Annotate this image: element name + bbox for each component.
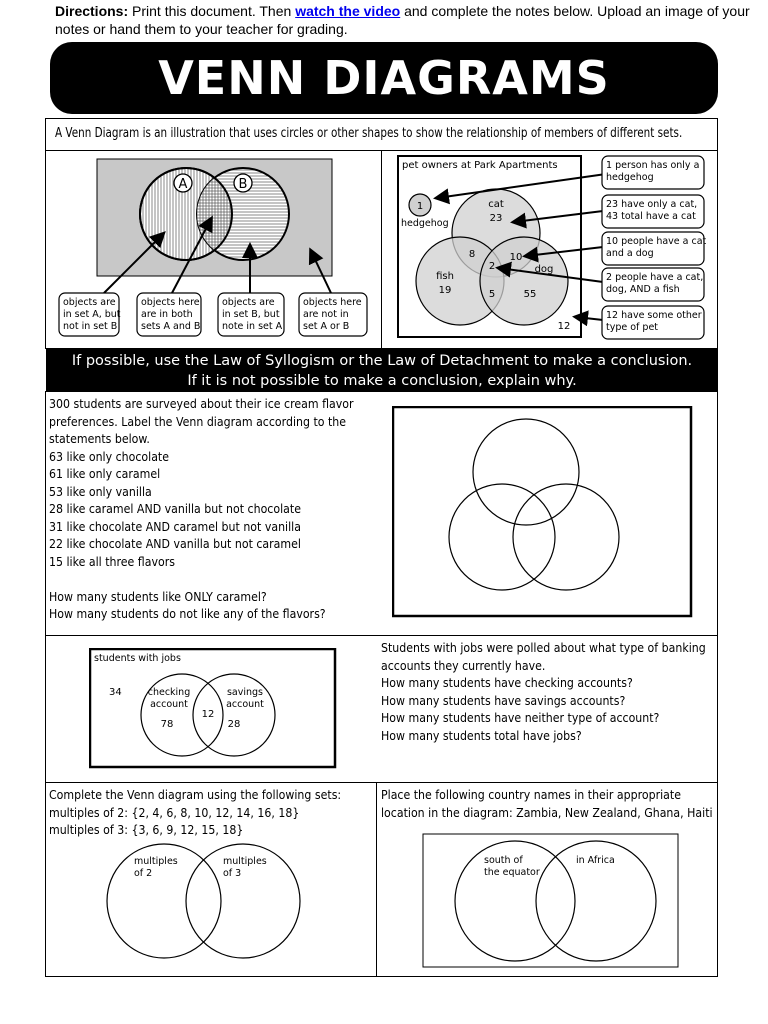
problem3-cell — [45, 782, 377, 977]
problem3-venn — [91, 843, 356, 968]
svg-text:1 person has only a: 1 person has only a — [606, 160, 700, 171]
syllogism-header — [46, 349, 718, 392]
callout-all-three — [602, 268, 704, 301]
problem1-venn — [392, 406, 696, 618]
problem2-line: How many students have neither type of account? — [381, 710, 660, 725]
svg-text:in Africa: in Africa — [576, 855, 615, 866]
svg-text:dog: dog — [534, 264, 554, 275]
svg-text:sets A and B: sets A and B — [141, 321, 201, 332]
svg-text:south of: south of — [484, 855, 523, 866]
callout-other — [602, 306, 704, 339]
svg-text:account: account — [150, 699, 188, 710]
pet-diagram-title: pet owners at Park Apartments — [402, 160, 558, 171]
problem1-cell — [45, 391, 718, 636]
problem4-venn — [422, 833, 680, 969]
directions-label: Directions: — [55, 3, 129, 19]
svg-text:multiples: multiples — [223, 856, 267, 867]
svg-text:12 have some other: 12 have some other — [606, 310, 702, 321]
label-box-both — [137, 293, 201, 336]
callout-hedgehog — [602, 156, 704, 189]
example2-venn — [382, 151, 719, 350]
problem2-line: accounts they currently have. — [381, 657, 546, 673]
label-box-a-only — [59, 293, 121, 336]
svg-text:multiples: multiples — [134, 856, 178, 867]
callout-cat-dog — [602, 232, 707, 265]
problem1-line: 300 students are surveyed about their ice cream flavor — [49, 396, 354, 411]
problem1-line: 53 like only vanilla — [49, 483, 152, 499]
problem2-venn — [89, 648, 337, 770]
svg-text:and a dog: and a dog — [606, 248, 654, 259]
svg-text:23 have only a cat,: 23 have only a cat, — [606, 199, 698, 210]
problem3-line: multiples of 2: {2, 4, 6, 8, 10, 12, 14, 16, 18} — [49, 804, 300, 820]
svg-text:objects are: objects are — [63, 297, 116, 308]
svg-text:78: 78 — [160, 719, 174, 730]
svg-text:5: 5 — [488, 289, 496, 300]
set-a-label: A — [178, 177, 188, 192]
svg-text:12: 12 — [557, 321, 571, 332]
definition-text: A Venn Diagram is an illustration that uses circles or other shapes to show the relationship of members of different sets. — [55, 126, 683, 141]
problem3-line: multiples of 3: {3, 6, 9, 12, 15, 18} — [49, 822, 244, 837]
problem1-line: 28 like caramel AND vanilla but not chocolate — [49, 501, 301, 516]
svg-text:55: 55 — [523, 289, 537, 300]
page-title: VENN DIAGRAMS — [158, 51, 610, 105]
problem1-line: 31 like chocolate AND caramel but not vanilla — [49, 518, 301, 534]
svg-text:hedgehog: hedgehog — [401, 218, 449, 229]
svg-text:in set A, but: in set A, but — [63, 309, 121, 320]
svg-text:objects are: objects are — [222, 297, 275, 308]
svg-text:objects here: objects here — [303, 297, 362, 308]
example1-venn — [46, 151, 383, 350]
problem2-line: Students with jobs were polled about what type of banking — [381, 640, 706, 655]
problem1-line — [49, 570, 354, 588]
svg-text:checking: checking — [147, 687, 191, 698]
problem2-line: How many students total have jobs? — [381, 727, 582, 743]
svg-text:students with jobs: students with jobs — [94, 653, 181, 664]
svg-text:fish: fish — [436, 271, 454, 282]
problem2-line: How many students have checking accounts? — [381, 675, 633, 690]
countries-universal-set — [423, 834, 678, 967]
problem3-text — [49, 786, 341, 839]
svg-text:are in both: are in both — [141, 309, 193, 320]
svg-text:8: 8 — [468, 249, 476, 260]
problem2-text — [381, 639, 706, 744]
set-b-label: B — [238, 177, 248, 192]
svg-text:of 2: of 2 — [134, 868, 153, 879]
svg-text:dog, AND a fish: dog, AND a fish — [606, 284, 680, 295]
svg-text:are not in: are not in — [303, 309, 349, 320]
svg-text:not in set B: not in set B — [63, 321, 118, 332]
label-box-b-only — [218, 293, 284, 336]
problem1-line: 63 like only chocolate — [49, 448, 170, 464]
dog-circle — [480, 237, 568, 325]
svg-text:cat: cat — [488, 199, 504, 210]
syllogism-line2: If it is not possible to make a conclusion, explain why. — [187, 373, 577, 389]
svg-text:savings: savings — [226, 687, 264, 698]
svg-text:of 3: of 3 — [223, 868, 242, 879]
problem1-line: How many students like ONLY caramel? — [49, 588, 267, 604]
svg-text:12: 12 — [201, 709, 215, 720]
svg-text:type of pet: type of pet — [606, 322, 659, 333]
svg-text:2: 2 — [488, 261, 496, 272]
directions-text-after: and complete the notes below. Upload an image of your notes or hand them to your teacher for grading. — [55, 3, 750, 37]
problem1-line: How many students do not like any of the flavors? — [49, 606, 326, 621]
example1-cell — [45, 150, 382, 349]
directions-text — [55, 2, 755, 38]
problem1-text — [49, 395, 354, 623]
svg-text:10: 10 — [509, 252, 523, 263]
svg-text:19: 19 — [438, 285, 452, 296]
definition-cell — [45, 118, 718, 151]
problem4-text — [381, 786, 713, 821]
svg-text:23: 23 — [489, 213, 503, 224]
problem1-line: 22 like chocolate AND vanilla but not caramel — [49, 536, 301, 551]
example2-cell — [381, 150, 718, 349]
problem4-line: Place the following country names in their appropriate — [381, 787, 681, 802]
svg-text:10 people have a cat: 10 people have a cat — [606, 236, 707, 247]
label-box-neither — [299, 293, 367, 336]
problem2-line: How many students have savings accounts? — [381, 692, 626, 708]
svg-text:in set B, but: in set B, but — [222, 309, 280, 320]
problem1-line: preferences. Label the Venn diagram according to the — [49, 413, 347, 429]
svg-text:account: account — [226, 699, 264, 710]
problem1-line: statements below. — [49, 431, 150, 446]
directions-text-before: Print this document. Then — [128, 3, 296, 19]
svg-text:hedgehog: hedgehog — [606, 172, 654, 183]
syllogism-line1: If possible, use the Law of Syllogism or the Law of Detachment to make a conclusion. — [71, 353, 693, 369]
svg-text:note in set A: note in set A — [222, 321, 283, 332]
problem3-line: Complete the Venn diagram using the following sets: — [49, 787, 342, 802]
svg-text:28: 28 — [227, 719, 241, 730]
watch-video-link[interactable]: watch the video — [295, 3, 401, 19]
problem1-line: 61 like only caramel — [49, 466, 161, 481]
problem4-cell — [376, 782, 718, 977]
svg-text:the equator: the equator — [484, 867, 540, 878]
svg-text:2 people have a cat,: 2 people have a cat, — [606, 272, 704, 283]
svg-text:objects here: objects here — [141, 297, 200, 308]
title-banner — [50, 42, 718, 114]
svg-text:1: 1 — [416, 201, 424, 212]
problem4-line: location in the diagram: Zambia, New Zealand, Ghana, Haiti — [381, 804, 713, 820]
svg-text:34: 34 — [109, 687, 122, 698]
problem2-cell — [45, 635, 718, 783]
problem1-line: 15 like all three flavors — [49, 553, 175, 569]
svg-text:43 total have a cat: 43 total have a cat — [606, 211, 696, 222]
svg-text:set A or B: set A or B — [303, 321, 350, 332]
callout-cat — [602, 195, 704, 228]
